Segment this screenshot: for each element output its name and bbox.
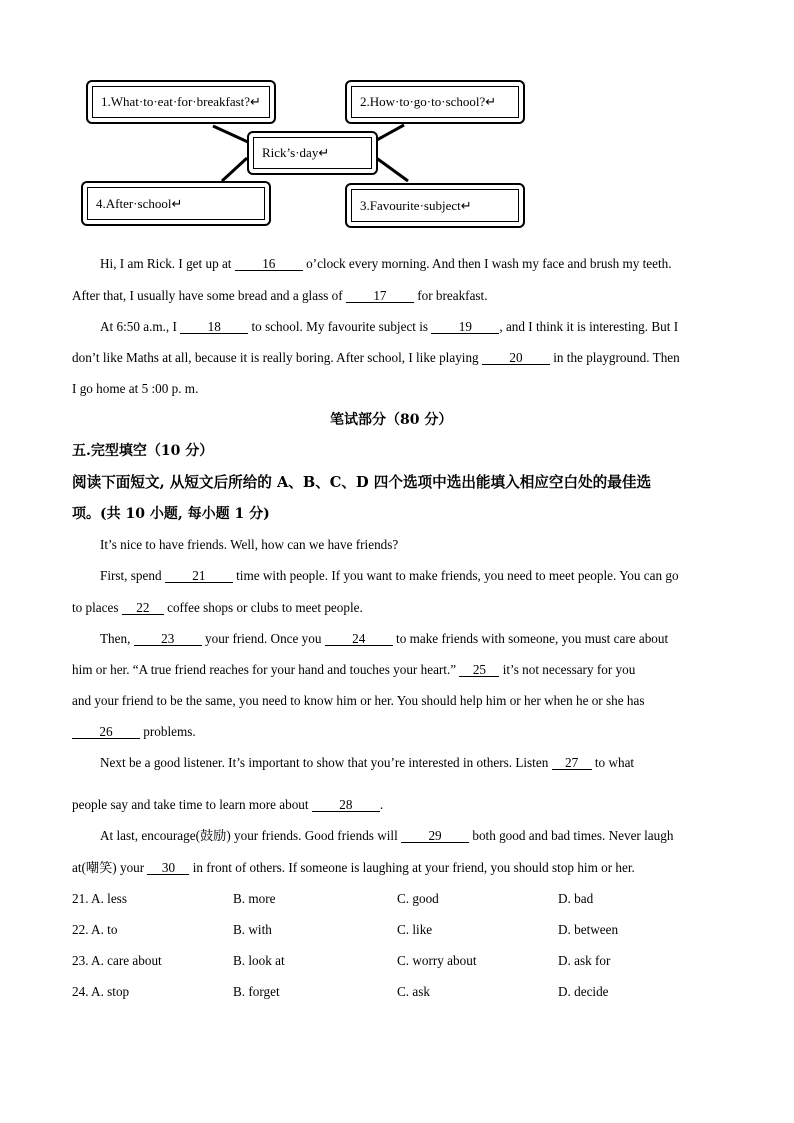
passage2-line8: Next be a good listener. It’s important to show that you’re interested in others. Listen 27 to what (100, 755, 635, 770)
blank-16: 16 (235, 257, 303, 271)
blank-21: 21 (165, 569, 233, 583)
option-b[interactable]: B. more (233, 891, 276, 906)
blank-30: 30 (147, 861, 189, 875)
diagram-box-favourite-subject (345, 183, 525, 228)
blank-27: 27 (552, 756, 592, 770)
connector-line (213, 126, 248, 142)
passage2-line9: people say and take time to learn more about 28 . (72, 797, 384, 812)
diagram-box-label: 4.After·school↵ (87, 187, 265, 220)
option-d[interactable]: D. bad (558, 891, 594, 906)
passage2-line10: At last, encourage(鼓励) your friends. Good friends will 29 both good and bad times. Never laugh (100, 828, 674, 843)
option-a[interactable]: 22. A. to (72, 922, 118, 937)
diagram-box-go-to-school (345, 80, 525, 124)
option-d[interactable]: D. between (558, 922, 619, 937)
blank-25: 25 (459, 663, 499, 677)
blank-24: 24 (325, 632, 393, 646)
diagram-box-after-school (81, 181, 271, 226)
blank-22: 22 (122, 601, 164, 615)
blank-17: 17 (346, 289, 414, 303)
passage2-line3: to places 22 coffee shops or clubs to meet people. (72, 600, 363, 615)
option-b[interactable]: B. with (233, 922, 272, 937)
blank-18: 18 (180, 320, 248, 334)
diagram-box-breakfast (86, 80, 276, 124)
section-instruction-2: 项。(共 10 小题, 每小题 1 分) (72, 506, 270, 522)
passage1-line5: I go home at 5 :00 p. m. (72, 381, 199, 396)
blank-26: 26 (72, 725, 140, 739)
passage1-line3: At 6:50 a.m., I 18 to school. My favourite subject is 19 , and I think it is interesting. But I (100, 319, 679, 334)
blank-19: 19 (431, 320, 499, 334)
connector-line (375, 125, 404, 141)
option-c[interactable]: C. ask (397, 984, 430, 999)
connector-line (375, 157, 408, 181)
section-instruction-1: 阅读下面短文, 从短文后所给的 A、B、C、D 四个选项中选出能填入相应空白处的最佳选 (72, 474, 652, 491)
passage1-line2: After that, I usually have some bread and a glass of 17 for breakfast. (72, 288, 488, 303)
option-d[interactable]: D. ask for (558, 953, 611, 968)
option-b[interactable]: B. forget (233, 984, 280, 999)
written-part-heading: 笔试部分（80 分） (330, 412, 453, 428)
diagram-center-label: Rick’s·day↵ (253, 137, 372, 169)
blank-28: 28 (312, 798, 380, 812)
option-b[interactable]: B. look at (233, 953, 285, 968)
passage2-line7: 26 problems. (72, 724, 196, 740)
blank-29: 29 (401, 829, 469, 843)
option-a[interactable]: 24. A. stop (72, 984, 130, 999)
blank-20: 20 (482, 351, 550, 365)
option-a[interactable]: 23. A. care about (72, 953, 162, 968)
passage1-line4: don’t like Maths at all, because it is really boring. After school, I like playing 20 in the playground. Then (72, 350, 680, 365)
option-a[interactable]: 21. A. less (72, 891, 127, 906)
option-c[interactable]: C. worry about (397, 953, 477, 968)
blank-23: 23 (134, 632, 202, 646)
passage1-line1: Hi, I am Rick. I get up at 16 o’clock every morning. And then I wash my face and brush my teeth. (100, 256, 672, 271)
section-title: 五.完型填空（10 分） (72, 443, 214, 459)
mind-map-diagram (0, 0, 794, 240)
passage2-line2: First, spend 21 time with people. If you want to make friends, you need to meet people. You can go (100, 568, 679, 583)
option-c[interactable]: C. like (397, 922, 433, 937)
option-c[interactable]: C. good (397, 891, 439, 906)
diagram-box-label: 2.How·to·go·to·school?↵ (351, 86, 519, 118)
passage2-line5: him or her. “A true friend reaches for your hand and touches your heart.” 25 it’s not necessary for you (72, 662, 636, 677)
option-d[interactable]: D. decide (558, 984, 609, 999)
passage2-line4: Then, 23 your friend. Once you 24 to make friends with someone, you must care about (100, 631, 669, 646)
passage2-line11: at(嘲笑) your 30 in front of others. If someone is laughing at your friend, you should stop him or her. (72, 860, 635, 875)
diagram-box-label: 3.Favourite·subject↵ (351, 189, 519, 222)
passage2-line6: and your friend to be the same, you need to know him or her. You should help him or her when he or she has (72, 693, 645, 708)
passage2-line1: It’s nice to have friends. Well, how can we have friends? (100, 537, 399, 552)
connector-line (222, 158, 247, 181)
diagram-center-box (247, 131, 378, 175)
diagram-box-label: 1.What·to·eat·for·breakfast?↵ (92, 86, 270, 118)
